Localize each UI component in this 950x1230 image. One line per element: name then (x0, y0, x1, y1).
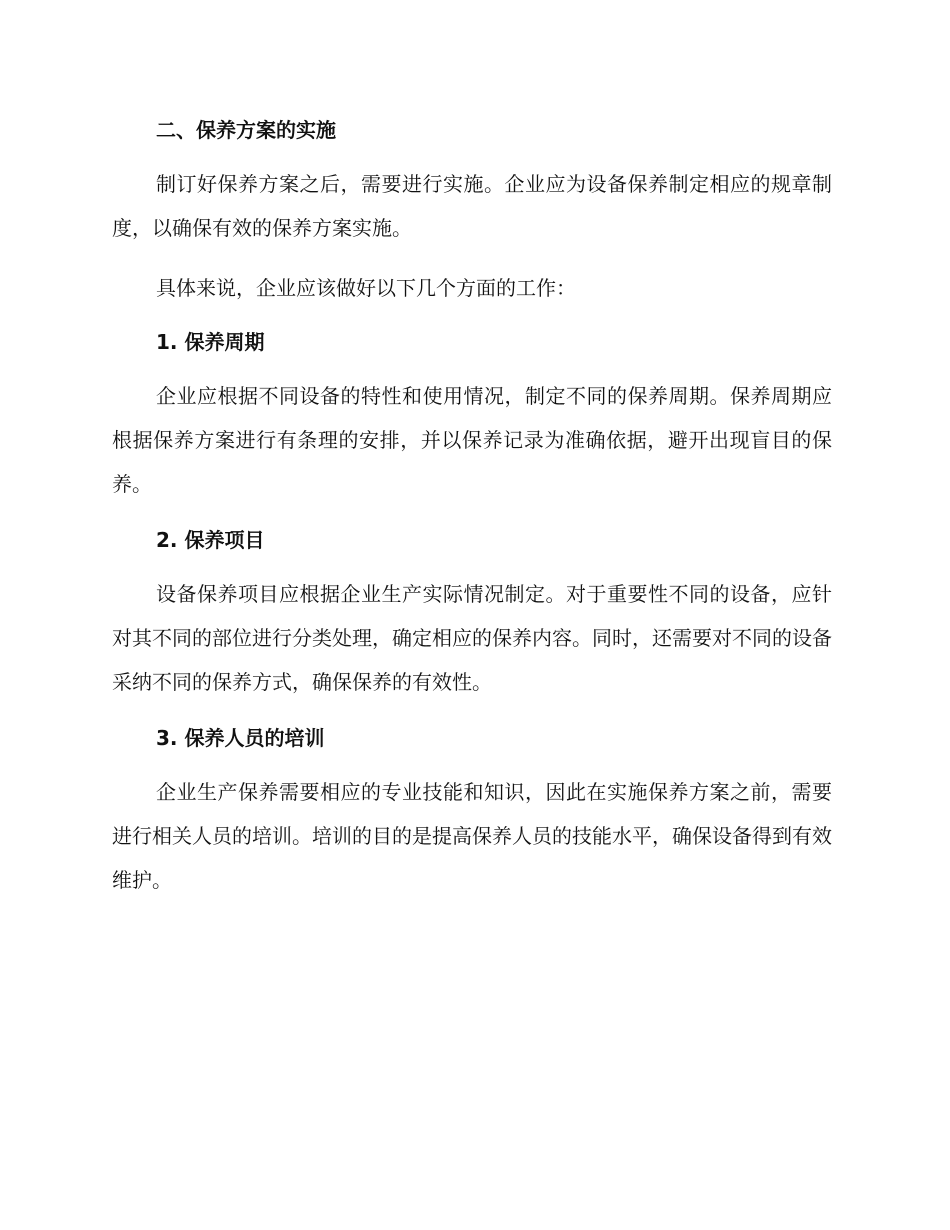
item-heading-maintenance-cycle: 1. 保养周期 (156, 330, 265, 354)
section-title: 二、保养方案的实施 (156, 118, 336, 142)
intro-paragraph: 制订好保养方案之后，需要进行实施。企业应为设备保养制定相应的规章制度，以确保有效的保养方案实施。 (112, 172, 832, 240)
document-body (112, 112, 832, 902)
item-body-maintenance-cycle: 企业应根据不同设备的特性和使用情况，制定不同的保养周期。保养周期应根据保养方案进行有条理的安排，并以保养记录为准确依据，避开出现盲目的保养。 (112, 384, 832, 496)
item-heading-staff-training: 3. 保养人员的培训 (156, 726, 325, 750)
item-body-maintenance-items: 设备保养项目应根据企业生产实际情况制定。对于重要性不同的设备，应针对其不同的部位进行分类处理，确定相应的保养内容。同时，还需要对不同的设备采纳不同的保养方式，确保保养的有效性。 (112, 582, 832, 694)
item-body-staff-training: 企业生产保养需要相应的专业技能和知识，因此在实施保养方案之前，需要进行相关人员的培训。培训的目的是提高保养人员的技能水平，确保设备得到有效维护。 (112, 780, 832, 892)
lead-paragraph: 具体来说，企业应该做好以下几个方面的工作： (156, 276, 576, 300)
item-heading-maintenance-items: 2. 保养项目 (156, 528, 265, 552)
